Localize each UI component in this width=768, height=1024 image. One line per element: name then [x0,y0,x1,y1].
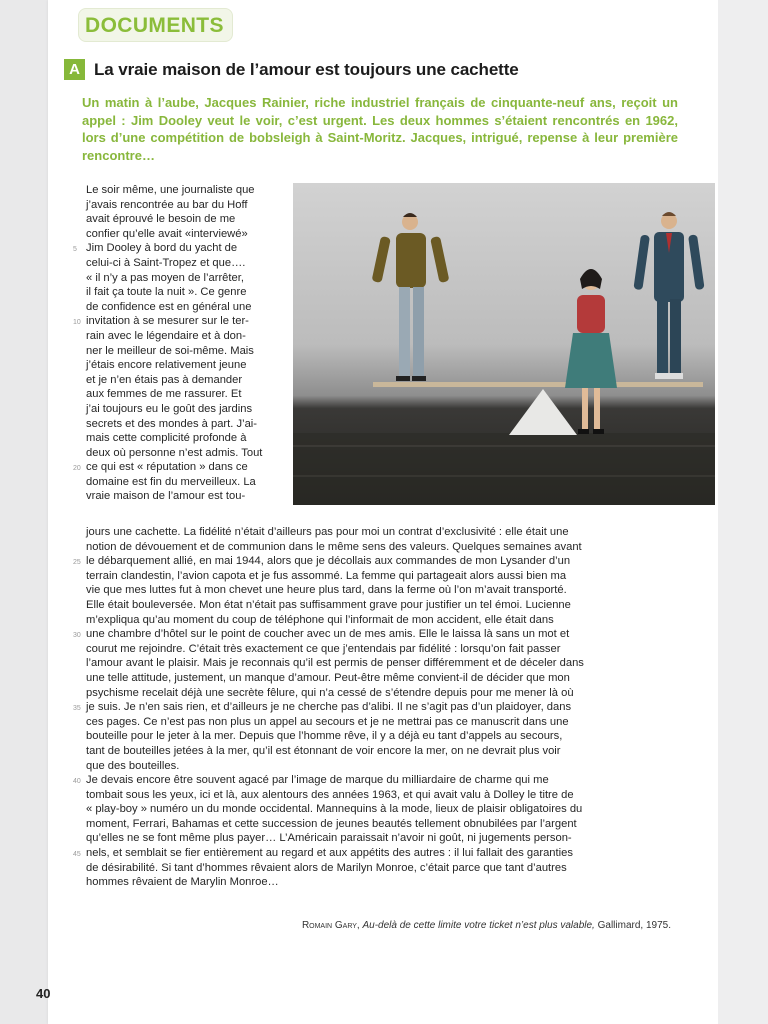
line-number: 30 [73,632,81,640]
text-line: de confidence est en général une [86,300,252,313]
text-line: il fait ça toute la nuit ». Ce genre [86,286,247,299]
text-line: moment, Ferrari, Bahamas et cette succession de jeunes beautés tellement obnubilées par l’argent [86,817,577,830]
line-number: 45 [73,851,81,859]
text-line: jours une cachette. La fidélité n’était d’ailleurs pas pour moi un contrat d’exclusivité : elle était une [86,526,569,538]
text-line: l’amour avant le plaisir. Mais je reconnais qu’il est permis de penser différemment et de déceler dans [86,657,584,670]
text-line: aux femmes de me rassurer. Et [86,388,242,401]
text-line: secrets et des mondes à part. J’ai- [86,417,257,430]
text-line: 35 je suis. Je n’en sais rien, et d’ailleurs je ne cherche pas d’alibi. Il ne s’agit pas d’un plaidoyer, dans [86,700,671,715]
scan-margin [718,0,768,1024]
intro-paragraph: Un matin à l’aube, Jacques Rainier, riche industriel français de cinquante-neuf ans, reçoit un appel : Jim Dooley veut le voir, c’est urgent. Les deux hommes s’étaient rencontrés en 1962, lors d’une compétition de bobsleigh à Saint-Moritz. Jacques, intrigué, repense à leur première rencontre… [82,95,678,163]
source-work: Au-delà de cette limite votre ticket n’est plus valable, [362,920,595,931]
text-line: m’expliqua qu’au moment du coup de téléphone qui l’informait de mon accident, elle était dans [86,613,554,626]
text-line: psychisme recelait déjà une secrète fêlure, qui n’a cessé de s’étendre depuis pour me mener là où [86,686,574,699]
text-line: deux où personne n’est admis. Tout [86,446,263,459]
line-number: 10 [73,319,81,327]
text-line: hommes rêvaient de Marylin Monroe… [86,876,279,889]
text-line: j’ai toujours eu le goût des jardins [86,402,253,415]
text-line: 30 une chambre d’hôtel sur le point de coucher avec un de mes amis. Elle le laissa là sans un mot et [86,627,671,642]
photo-illustration [293,183,715,505]
text-line: ner le meilleur de soi-même. Mais [86,344,254,357]
text-full-width [73,525,671,890]
text-line: j’étais encore relativement jeune [86,359,247,372]
text-line: domaine est fin du merveilleux. La [86,475,256,488]
text-line: mais cette complicité profonde à [86,432,247,445]
text-line: ces pages. Ce n’est pas non plus un appel au secours et je ne mettrai pas ce manuscrit dans une [86,715,569,728]
text-line: 5 Jim Dooley à bord du yacht de [86,241,285,256]
text-line: terrain clandestin, l’avion capota et je fus assommé. La femme qui partageait alors aussi bien ma [86,569,567,582]
line-number: 40 [73,778,81,786]
document-heading [64,59,519,80]
source-author: Romain Gary, [301,920,360,931]
text-line: « play-boy » numéro un du monde occidental. Mannequins à la mode, lieux de plaisir obligatoires du [86,803,583,816]
document-letter-badge: A [64,59,85,80]
text-line: confier qu’elle avait «interviewé» [86,227,248,240]
line-number: 20 [73,465,81,473]
document-title: La vraie maison de l’amour est toujours une cachette [94,59,519,79]
text-line: bouteille pour le jeter à la mer. Depuis que l’homme rêve, il y a déjà eu tant d’appels au secours, [86,730,563,743]
text-line: notion de dévouement et de communion dans le même sens des valeurs. Quelques semaines avant [86,540,582,553]
text-line: que des bouteilles. [86,759,180,772]
text-line: rain avec le légendaire et à don- [86,329,246,342]
text-line: Le soir même, une journaliste que [86,184,255,196]
text-line: de désirabilité. Si tant d’hommes rêvaient alors de Marilyn Monroe, c’était parce que tant d’autres [86,861,567,874]
text-line: 45 nels, et semblait se fier entièrement au regard et aux appétits des autres : il lui fallait des garanties [86,846,671,861]
text-line: 25 le débarquement allié, en mai 1944, alors que je décollais aux commandes de mon Lysander d’un [86,554,671,569]
text-column-left [73,183,285,504]
text-line: vie que mes luttes fut à mon chevet une heure plus tard, dans la ferme où l’on m’avait transporté. [86,584,567,597]
text-line: tant de bouteilles jetées à la mer, qu’il est étonnant de voir encore la mer, on ne devrait plus voir [86,744,561,757]
line-number: 35 [73,705,81,713]
page-number: 40 [36,986,51,1001]
text-line: 20 ce qui est « réputation » dans ce [86,460,285,475]
text-line: Elle était bouleversée. Mon état n’était pas suffisamment grave pour justifier un tel émoi. Lucienne [86,598,571,611]
text-line: avait éprouvé le besoin de me [86,213,236,226]
text-line: tombait sous les yeux, ici et là, aux alentours des années 1963, et qui avait valu à Dolley le titre de [86,788,574,801]
line-number: 25 [73,559,81,567]
text-line: « il n’y a pas moyen de l’arrêter, [86,271,244,284]
text-line: 40 Je devais encore être souvent agacé par l’image de marque du milliardaire de charme qui me [86,773,671,788]
photo-figurines-seesaw [293,183,715,505]
text-line: j’avais rencontrée au bar du Hoff [86,198,248,211]
text-line: celui-ci à Saint-Tropez et que…. [86,256,246,269]
text-line: courut me rejoindre. C’était très exactement ce que j’entendais par fidélité : lorsqu’on fait passer [86,642,561,655]
section-tag: DOCUMENTS [78,8,233,42]
text-line: qu’elles ne se font même plus payer… L’Américain paraissait n’avoir ni goût, ni jugements person- [86,832,572,845]
source-citation [86,920,671,931]
text-line: 10 invitation à se mesurer sur le ter- [86,314,285,329]
text-line: et je n’en étais pas à demander [86,373,243,386]
text-line: une telle attitude, justement, un manque d’amour. Peut-être même convient-il de décider que mon [86,671,570,684]
source-publisher: Gallimard, 1975. [597,920,671,931]
line-number: 5 [73,246,77,254]
text-line: vraie maison de l’amour est tou- [86,490,246,503]
